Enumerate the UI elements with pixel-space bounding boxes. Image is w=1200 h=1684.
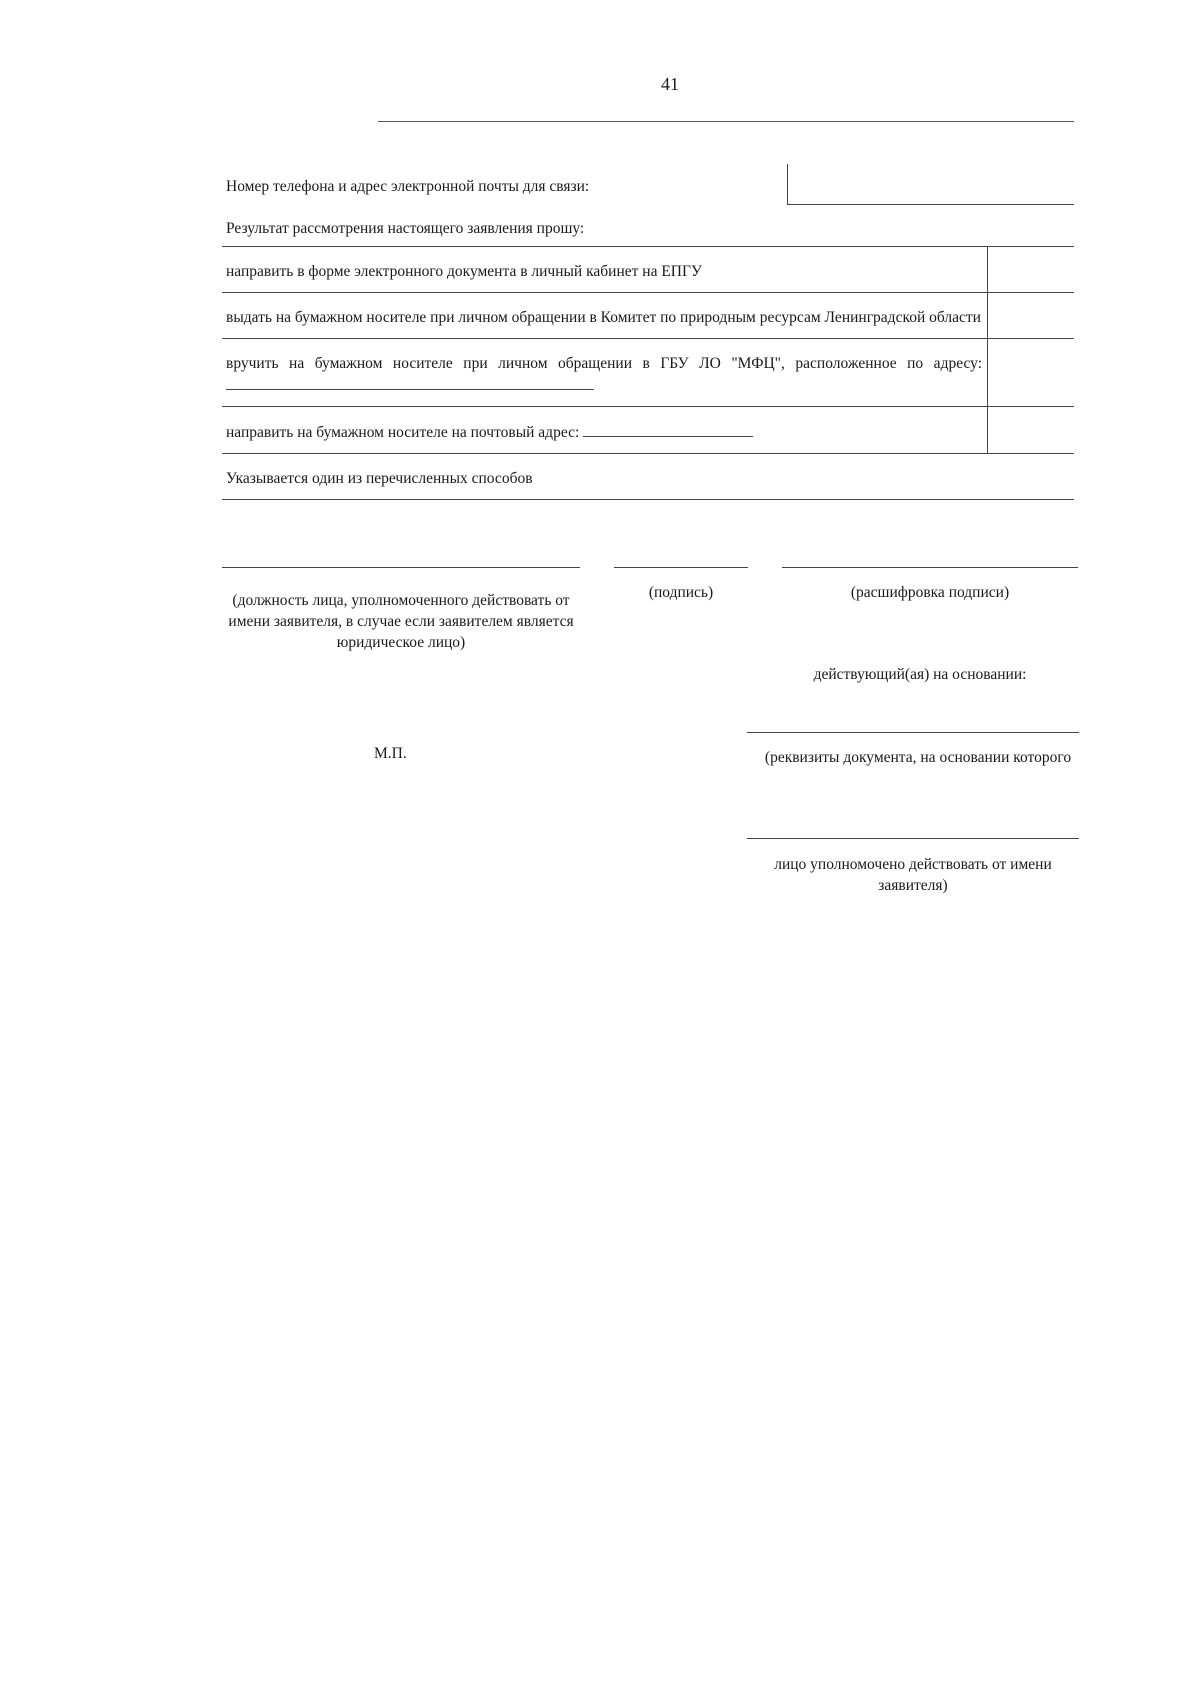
signature-line[interactable]: [614, 567, 748, 568]
document-details-caption: (реквизиты документа, на основании которого: [764, 749, 1072, 766]
position-caption: (должность лица, уполномоченного действовать от имени заявителя, в случае если заявителем является юридическое лицо): [228, 592, 574, 651]
header-rule: [378, 121, 1074, 122]
option-committee-label: выдать на бумажном носителе при личном обращении в Комитет по природным ресурсам Ленинградской области: [222, 293, 988, 339]
option-committee-checkbox[interactable]: [988, 293, 1075, 339]
signature-decode-caption: (расшифровка подписи): [850, 584, 1010, 601]
option-note: Указывается один из перечисленных способов: [222, 454, 1074, 500]
option-epgu-checkbox[interactable]: [988, 247, 1075, 293]
contact-label: Номер телефона и адрес электронной почты для связи:: [226, 178, 590, 195]
document-details-line[interactable]: [747, 732, 1079, 733]
option-mfc-cell: [222, 339, 988, 407]
contact-input-box[interactable]: [787, 164, 1074, 205]
option-row-post: [222, 407, 1074, 454]
page-number: 41: [661, 74, 679, 94]
note-row: [222, 454, 1074, 500]
signature-caption: (подпись): [648, 584, 714, 601]
result-title: Результат рассмотрения настоящего заявления прошу:: [226, 220, 585, 237]
option-post-label: направить на бумажном носителе на почтовый адрес:: [226, 424, 580, 441]
option-mfc-label: вручить на бумажном носителе при личном обращении в ГБУ ЛО "МФЦ", расположенное по адресу:: [226, 355, 982, 372]
authority-line[interactable]: [747, 838, 1079, 839]
option-mfc-checkbox[interactable]: [988, 339, 1075, 407]
stamp-placeholder: М.П.: [374, 745, 407, 762]
option-post-cell: [222, 407, 988, 454]
option-row-mfc: [222, 339, 1074, 407]
option-row-epgu: [222, 247, 1074, 293]
delivery-options-table: [222, 246, 1074, 500]
contact-row: [222, 160, 1074, 206]
acting-basis-label: действующий(ая) на основании:: [813, 666, 1027, 683]
position-signature-line[interactable]: [222, 567, 580, 568]
option-epgu-label: направить в форме электронного документа в личный кабинет на ЕПГУ: [222, 247, 988, 293]
option-post-checkbox[interactable]: [988, 407, 1075, 454]
option-row-committee: [222, 293, 1074, 339]
signature-decode-line[interactable]: [782, 567, 1078, 568]
postal-address-blank[interactable]: [583, 421, 753, 437]
authority-caption: лицо уполномочено действовать от имени заявителя): [774, 856, 1052, 894]
mfc-address-blank[interactable]: [226, 374, 594, 390]
